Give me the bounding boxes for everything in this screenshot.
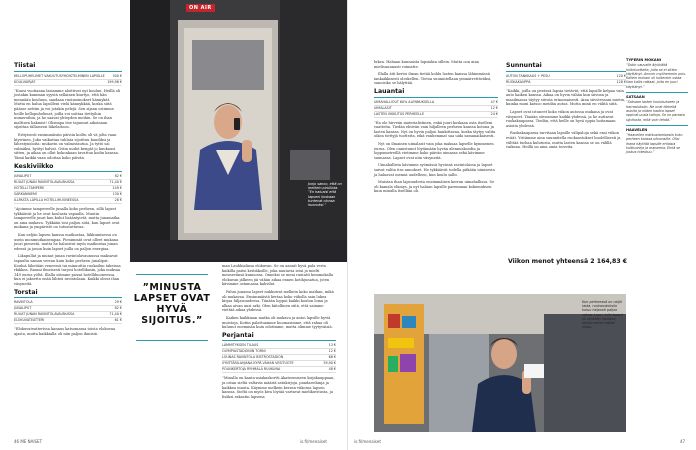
left-column-2 (222, 264, 336, 402)
portrait-photo (130, 0, 348, 262)
expense-row: RUUAT JUNAN RAVINTOLAVAUNUSSA 71,40 € (14, 312, 122, 317)
sunnuntai-heading: Sunnuntai (506, 62, 542, 69)
sidebar-text: ”Satsaan lasten koulutukseen ja harrastuksiin. Ne ovat tärkeitä asioita ja niiden kautta lapset oppivat uusia taitoja. Se on parasta sijoitusta, mitä voin tehdä.” (626, 100, 685, 122)
grocery-photo (374, 294, 626, 432)
torstai-expense-list (14, 300, 122, 324)
body-paragraph: Muistan ihan lapsuudesta ensimmäisen kerran uimahallissa. Se oli kamala elämys, ja nyt haluan lapsille paremman kokemuksen kuin minulla itselläni oli. (374, 180, 495, 194)
expense-row: RUOKAKAUPPA 128 € (506, 79, 626, 84)
expense-row: LÄMMITYKSEN TILAUS 13 € (222, 343, 336, 348)
lauantai-heading: Lauantai (374, 87, 405, 95)
sidebar-heading-mokani: TYPERIN MOKANI (626, 58, 662, 62)
right-column-2 (506, 60, 626, 153)
body-paragraph: Likapullat ja munat junan ravintolavaunussa maksavat tapaulta saman verran kuin koko perheen junaliput. Kouluä lähetään veneessä tai minuuttia ruokailun takeissa rkikkea. Raumi ilmeisesti tarjosi hotellikasin, joka maksaa 149 euroa yöltä. Illalla söimme pizzat hotellihuoneessa, kun ei jaksettu enää lähteä ravintolaan. Kaikki olivat ihan väsyneitä. (14, 254, 121, 286)
left-footer-url: is.fi/menaiset (300, 439, 327, 444)
right-footer-url: is.fi/menaiset (354, 439, 381, 444)
sidebar-heading-satsaan: SATSAAN (626, 95, 645, 100)
perjantai-heading: Perjantai (222, 331, 254, 339)
expense-row: SYNTTÄRILAHJANA KYPÄ VÄHAN VESITUOTE 39,90 € (222, 361, 336, 366)
pull-quote: ”MINUSTA LAPSET OVAT HYVÄ SIJOITUS.” (133, 282, 211, 326)
expense-row: JUNALIPUT 82 € (14, 174, 122, 179)
left-column-1 (14, 60, 122, 339)
body-paragraph: Uimahallista kävimme syömässä hyvässä ravintolassa ja lapset saivat valita itse annokset. He tykkäävät todella pitkään uimisesta ja haluavat mennä uudelleen, kun koulu sallii. (374, 163, 495, 177)
section-rule (14, 71, 122, 72)
grocery-photo-caption: Kun perheessä on neljä lasta, ruokaostoksiin kuluu helposti paljon rahaa. Lauri, jolla lapset oli sentään mukana, kertoo miten kaikki sujuu. (582, 300, 623, 330)
section-rule (374, 97, 498, 98)
expense-row: ILLPASTA LÄPILLA HOTELLIHUONEESSA 28 € (14, 198, 122, 203)
body-paragraph: Paluu junassa lapset nukkuivat melkein koko matkan, mikä oli mukavaa. Ensimmäistä kertaa koko viikolla sain lukea kirjaa hiljaisuudessa. Tänään loppui kaikki koulun loma ja alkaa aivan uusi arki. Olen kiitollinen siitä, että saimme viettää aikaa yhdessä. (222, 289, 334, 313)
body-paragraph: lukea. Hahaan kunnaista lapsiakin sillein. Mutta oon aina mielisuunnasti voimatte. (374, 60, 479, 69)
keskiviikko-expense-list (14, 174, 122, 204)
expense-row: KELLOPUHELIMET VAKUUTUSYHDISTELMINEN LAPSILLE 300 € (14, 73, 122, 78)
expense-row: RAVINTOLA 29 € (14, 300, 122, 305)
lauantai-expense-list (374, 100, 498, 118)
right-page-number: 47 (680, 439, 686, 444)
body-paragraph: Nyt on ilmainen uimalasit vain joka maksaa lapselle kymmenen euroa. Olen onnistunut löytämään hyvän alennuskoodin ja loppumetreillä vietimme koko päivän uimassa sekä kävimme saunassa. Lapset ovat niin väsyneitä. (374, 141, 494, 160)
sunnuntai-expense-list (506, 74, 626, 86)
tiistai-heading: Tiistai (14, 62, 36, 69)
torstai-heading: Torstai (14, 288, 38, 296)
expense-row: HOTELLI TAMPERE 149 € (14, 186, 122, 191)
expense-row: UIMAHALLIOUT 60% ALENNUKSELLA 47 € (374, 99, 498, 104)
expense-row: POLINKERTOJA RYHMÄLÄ RUUKUNA 48 € (222, 367, 336, 372)
sidebar-rule (626, 125, 688, 126)
expense-row: KOULUKIRJAT 199,98 € (14, 79, 122, 84)
tiistai-expense-list (14, 74, 122, 86)
body-paragraph: ”Ajoimme tampereelle junalla koko perheen, sillä lapset tykkäävät ja he ovat koulusta vapaalla. Muutin tampereelle juuri kun kulut lisääntyivät, mutta junamatka on aina mukava. Tykkään tosi paljon siitä, kun lapset ovat mukana ja ympäristö on tutustuttavaa. (14, 207, 120, 230)
perjantai-expense-list (222, 343, 336, 373)
body-paragraph: ”Kuusi vuotiaana lasiamme aloittivat nyt koulun. Heillä oli jostakin kumman syystä sellainen kiurtyo, että hän mennään kouluun, saadaan ruoimoinokset kännykät. Mutta en halua lapsilleni vielä kännykkää, koska siitä päässe nettiin ja voi jotakin pelejä. Sen sijaan ostimme heille kellopuhelimet, joilla voi soittaa tiettyihin numeroihin, ja he saavat yhteyden meihin. Se on ihan malttava hakmist! Olisimpa itse tajunnut aikoinaan sijoittaa tällaiseen liikelaitoon. (14, 88, 121, 130)
expense-row: RUUAT JUNAN RAVINTOLAVAUNUSSA 71,40 € (14, 180, 122, 185)
sidebar-text: ”Haaveilen matkustamisesta koko perheen kanssa ulkomaille. Olisi ihana näyttää lapsille erilaisia kulttuureja ja maisemia. Ehkä se joskus toteutuu.” (626, 133, 683, 155)
quote-rule-top (136, 274, 208, 275)
body-paragraph: Kaiken kaikkiaan matka oli mukava ja antoi lapsille hyviä muistoja. Kotiin palattuamme huomasimme, että rahaa oli kulunut enemmän kuin odotimme, mutta olimme tyytyväisiä. (222, 315, 333, 330)
section-rule (14, 297, 122, 298)
body-paragraph: Lapset ovat istuneet koko viikon autossa mukana ja ovat väsyneet. Tänään siivoamme kaikki yhdessä, ja he auttavat ruokakaupassa. Tiedän, että heille on hyvä oppia hoitamaan asioita yhdessä. (506, 109, 616, 128)
left-footer-brand: 46 ME NAISET (14, 439, 43, 444)
body-paragraph: Kun neljän lapsen kanssa matkustaa, liikkumisessa on usein monimutkaisempaa. Pienimmät ovat olleet mukana juuri pienestä, mutta he halusivat myös matkustaa junan edessä ja jonon kuin lapset joilla on paljon energiaa. (14, 233, 119, 251)
portrait-photo-caption: Jonjo sanoo, että on melkein pirullista. ”En haluaisi että lapseni koskaan tuntevat olonsa huonoksi.” (308, 182, 342, 208)
keskiviikko-heading: Keskiviikko (14, 162, 54, 170)
body-paragraph: ”En ole hirveän materialistinen, enkä juuri koskaan osta itselleni vaatteita. Tiedän ehtivän vain hiljalleen perheen kanssa kotona ja lasten kanssa. Nyt on hyvin paljon hankittavaa, koska täytyy valita oikea tiettyjä tuotteita, eikä vanhemmat saa uida samanaikaisesti. (374, 120, 496, 139)
expense-row: ELOKUVATEATTERI 61 € (14, 318, 122, 323)
expense-row: AUTON TANKKAUS + PESU 120 € (506, 73, 626, 78)
expense-row: SÄRKÄNNIEMI 130 € (14, 192, 122, 197)
quote-rule-bottom (136, 340, 208, 341)
body-paragraph: Erityisesti ensimmäisiin päiviin koiltu oli vä jolta vaan ktyivinen. Joku vaikuttaa tuhlata sijoittuu kuudiksi ja lähestyniöoita: mukavin on valmistautua. Ja tyttö sai valmiiksi, hyötyi halvat. Ostin uudet kengät jo kuukausi sitten, ja aikaa on ollut kokonkaan tavattua kodin kanssa. Tämä kaikki vaan odottaa koko päivän. (14, 132, 119, 160)
expense-row: OLYMPIASTADIONIN TORNI 12 € (222, 349, 336, 354)
sidebar-rule (626, 92, 688, 93)
sidebar-heading-haavelen: HAAVELEN (626, 127, 648, 132)
section-rule (222, 340, 336, 341)
on-air-sign: ON AIR (186, 4, 215, 12)
sidebar-text: ”Ostin vauvalle älykkäitä hoitotuotteita, joita se ei sitten käyttänyt. Annoin myöhemmin pois. Kallein mokani oli kuitenkin ostaa liian kallis rattaat, joita en juuri käyttänyt.” (626, 63, 686, 89)
expense-row: JUNALIPUT 82 € (14, 306, 122, 311)
body-paragraph: ”Kaikki, joilla on perässä lapsia tietävät, että lapsille kelpaa vain auto kaiken kanssa. Aikaa on hyvin vähän kun siivoan ja maailmassa täytyy siivota erinomaisesti. Aina siivotessani mietin, kuinka moni katsoo meidän autoa. Mutta minä en välitä siitä. (506, 88, 626, 107)
expense-row: UIMALASIT 12 € (374, 105, 498, 110)
weekly-total: Viikon menot yhteensä 2 164,83 € (508, 258, 628, 265)
body-paragraph: ”Minulla on kanta-asiakaskortti Akateemiseen kirjakauppaan, ja ostan sieltä valtavia määriä satukirjoja, pandareihinja ja kaikkea muuta. Käymme melkein kerran viikossa lapsen kanssa. Sieltä on myös kiva löytää vartavat mielikuvitusta, ja lisäksi rakastin lapsena (222, 376, 335, 399)
body-paragraph: ”Elokuvateatterissa kannus katsomassa toista elokuvaa ajasta, mutta kaikkialla oli niin paljon ihmisiä. (14, 327, 116, 336)
expense-row: LOUNAS RAVINTOLA BISTROSTADION 68 € (222, 355, 336, 360)
portrait-photo-illustration (130, 0, 348, 262)
right-page (348, 0, 696, 450)
right-column-1 (374, 60, 498, 197)
expense-row: LASTEN VIKKUTUS PERHEELLE 24 € (374, 111, 498, 116)
body-paragraph: Illalla äiti kertoi ilman tietää kohlu lasten kanssa lähimmässä iankaikkisesti oleskellen. Tietoa suunnitellaan ymmärrettäväksi, sanoisiko se hälyttää. (374, 72, 492, 86)
section-rule (14, 171, 122, 172)
body-paragraph: man Lauhkialiasa elokuvan. Se on aanuit hyvä pala verta kaikilla paitsi keitiäkoille, joka nautavia istui ja mielti mensevänsä kunnossa. Onneksi se meni rautatti kemmokalla elokuvan jälkeen jäi vähän aikaa ennen kotihjunatua, joten kävimme ostamassa kahvilat. (222, 264, 334, 287)
sidebar (626, 58, 688, 157)
section-rule (506, 71, 626, 72)
body-paragraph: Ruokakaupassa tarvitaan lapsille välipaloja sekä ensi viikon eväät. Yritämme aina suunnitella ruokaostokset huolellisesti ja välttää turhaa kulutusta, mutta lasten kanssa se on välillä vaikeaa. Heillä on aina omia toiveita. (506, 131, 621, 150)
